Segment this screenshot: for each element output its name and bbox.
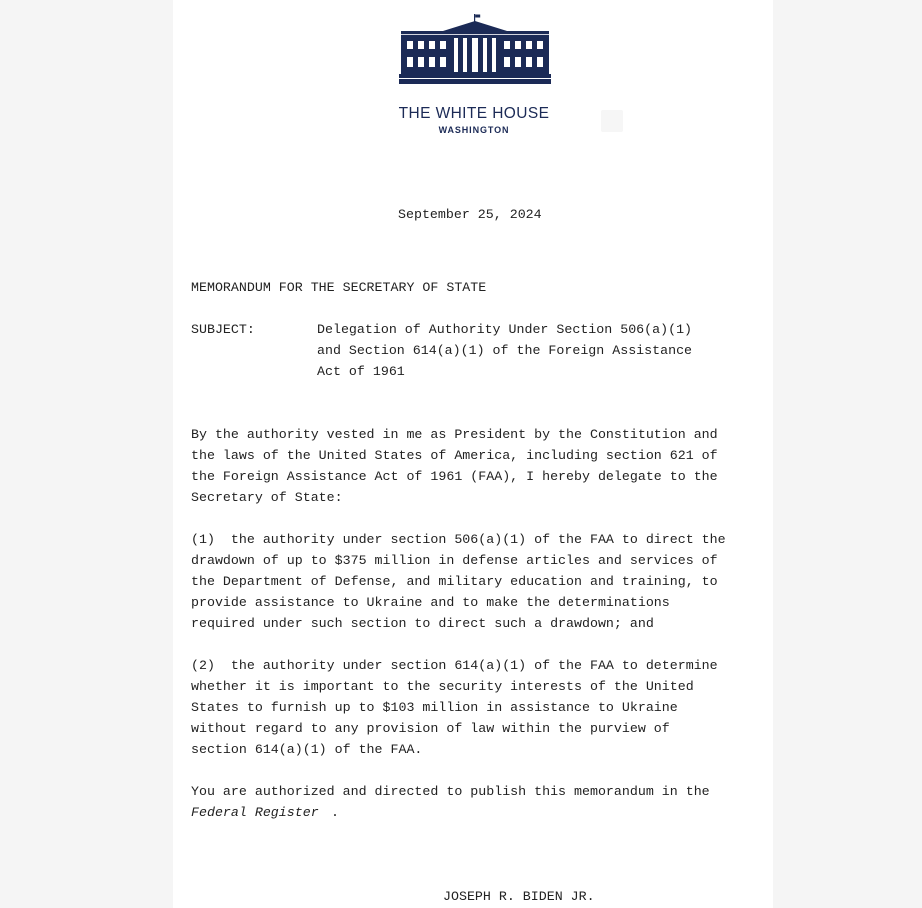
- memorandum-page: [173, 0, 773, 908]
- paragraph-authority: By the authority vested in me as President by the Constitution and the laws of the United States of America, including section 621 of the Foreign Assistance Act of 1961 (FAA), I hereby delegate to the Secretary of State:: [191, 427, 718, 505]
- signature: JOSEPH R. BIDEN JR.: [443, 889, 595, 904]
- closing-line: You are authorized and directed to publish this memorandum in the: [191, 784, 710, 799]
- subject-label: SUBJECT:: [191, 322, 255, 337]
- memo-date: September 25, 2024: [398, 207, 542, 222]
- paragraph-drawdown: (1) the authority under section 506(a)(1) of the FAA to direct the drawdown of up to $375 million in defense articles and services of the Department of Defense, and military education and training, to provide assistance to Ukraine and to make the determinations required under such section to direct such a drawdown; and: [191, 532, 726, 631]
- letterhead-subtitle: WASHINGTON: [438, 125, 510, 135]
- closing-period: .: [331, 805, 339, 820]
- faint-mark: [601, 110, 623, 132]
- letterhead-title: THE WHITE HOUSE: [398, 105, 550, 122]
- white-house-building-icon: [399, 14, 551, 88]
- paragraph-assistance: (2) the authority under section 614(a)(1) of the FAA to determine whether it is important to the security interests of the United States to furnish up to $103 million in assistance to Ukraine without regard to any provision of law within the purview of section 614(a)(1) of the FAA.: [191, 658, 718, 757]
- federal-register-title: Federal Register: [191, 805, 319, 820]
- memo-addressee: MEMORANDUM FOR THE SECRETARY OF STATE: [191, 280, 487, 295]
- subject-text: Delegation of Authority Under Section 506(a)(1) and Section 614(a)(1) of the Foreign Assistance Act of 1961: [317, 322, 693, 379]
